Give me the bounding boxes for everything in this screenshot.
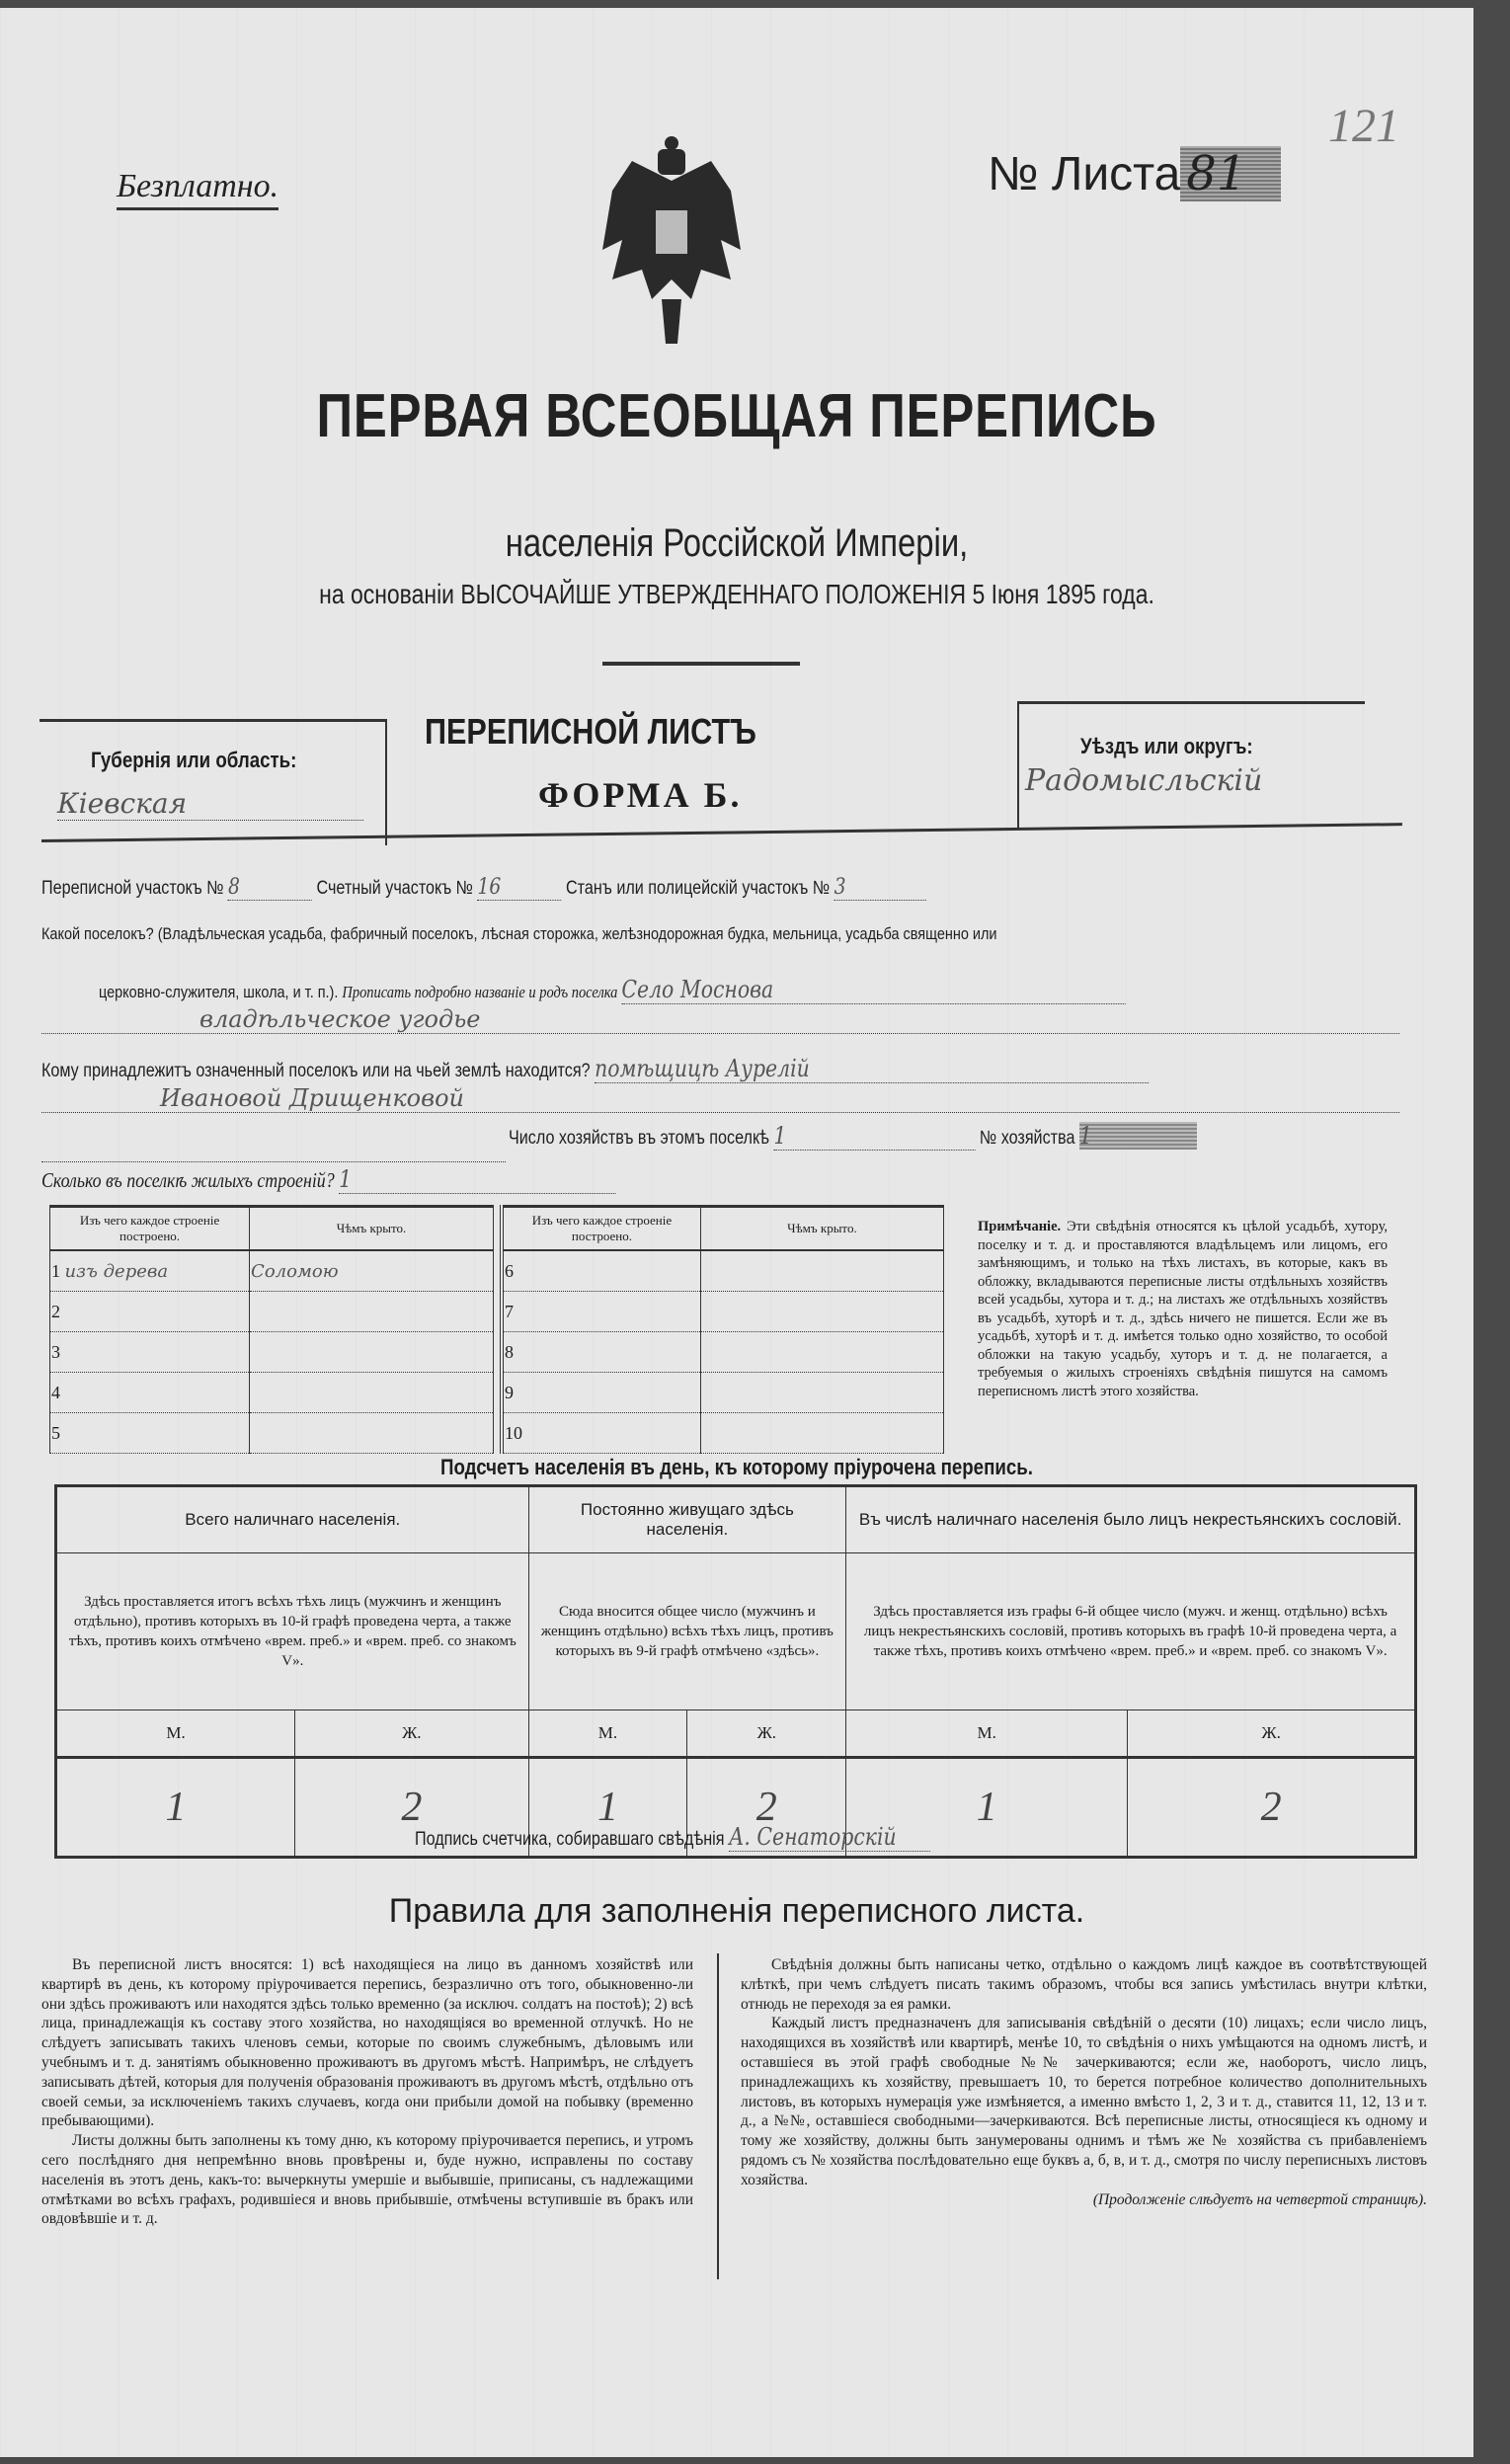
owner-field-cont[interactable]: Ивановой Дрищенковой	[41, 1084, 1399, 1113]
female-label: Ж.	[687, 1710, 846, 1758]
table-row	[502, 1250, 944, 1292]
dotted-line	[41, 1142, 506, 1162]
rules-left-column	[41, 1955, 693, 2229]
table-row	[50, 1250, 494, 1292]
roof-cell[interactable]: Соломою	[250, 1250, 494, 1292]
row-number: 3	[51, 1341, 60, 1362]
form-subtitle: ФОРМА Б.	[538, 775, 743, 815]
roof-cell[interactable]	[700, 1292, 943, 1332]
census-title: ПЕРВАЯ ВСЕОБЩАЯ ПЕРЕПИСЬ	[316, 382, 1157, 450]
double-headed-eagle-icon	[593, 131, 751, 349]
table-row	[502, 1413, 944, 1454]
permanent-male-field[interactable]: 1	[528, 1758, 687, 1858]
owner-field[interactable]: помѣщицѣ Аурелій	[595, 1055, 1149, 1083]
police-district-field[interactable]: 3	[834, 875, 927, 901]
census-subtitle: населенія Россійской Имперіи,	[505, 521, 969, 565]
counting-district-label: Счетный участокъ №	[316, 878, 474, 899]
gubernia-value[interactable]: Кіевская	[57, 787, 363, 821]
column-header-present: Всего наличнаго населенія.	[56, 1486, 529, 1553]
gubernia-label: Губернія или область:	[91, 748, 297, 772]
table-row	[50, 1332, 494, 1373]
column-header-non-peasant: Въ числѣ наличнаго населенія было лицъ некрестьянскихъ сословій.	[846, 1486, 1416, 1553]
female-label: Ж.	[295, 1710, 529, 1758]
sheet-number	[988, 146, 1281, 201]
uezd-value[interactable]: Радомысльскій	[1025, 763, 1263, 798]
sheet-number-value: 81	[1180, 146, 1281, 201]
districts-line	[41, 875, 926, 901]
column-header-material: Изъ чего каждое строеніе построено.	[502, 1207, 700, 1251]
owner-question: Кому принадлежитъ означенный поселокъ или на чьей землѣ находится?	[41, 1061, 591, 1081]
table-row	[502, 1332, 944, 1373]
column-header-roof: Чѣмъ крыто.	[250, 1207, 494, 1251]
settlement-instruction: Прописать подробно названіе и родъ поселка	[342, 983, 618, 1001]
non-peasant-male-field[interactable]: 1	[846, 1758, 1128, 1858]
household-number-field[interactable]: 1	[1079, 1122, 1197, 1150]
census-district-label: Переписной участокъ №	[41, 878, 224, 899]
rules-paragraph: Каждый листъ предназначенъ для записыванія свѣдѣній о десяти (10) лицахъ; если число лицъ, находящихся въ хозяйствѣ или квартирѣ, менѣе 10, то свѣдѣнія о нихъ умѣщаются на одномъ листѣ, и оставшіеся въ этой графѣ свободные №№ зачеркиваются; если же, наоборотъ, число лицъ, принадлежащихъ къ хозяйству, превышаетъ 10, то берется потребное количество дополнительныхъ листовъ, въ которыхъ нумерація уже измѣняется, а именно вмѣсто 1, 2, 3 и т. д., ставится 11, 12, 13 и т. д., а №№, оставшіеся свободными—зачеркиваются. Всѣ переписные листы, относящіеся къ одному и тому же хозяйству, должны быть занумерованы однимъ и тѣмъ же № хозяйства съ прибавленіемъ рядомъ съ № хозяйства послѣдовательно еще буквъ а, б, в, и т. д., смотря по числу переписныхъ листовъ хозяйства.	[741, 2015, 1427, 2188]
non-peasant-female-field[interactable]: 2	[1128, 1758, 1416, 1858]
continued-note: (Продолженіе слѣдуетъ на четвертой страницѣ).	[1092, 2190, 1427, 2208]
rules-right-column	[741, 1955, 1427, 2209]
rules-paragraph: Въ переписной листъ вносятся: 1) всѣ находящіеся на лицо въ данномъ хозяйствѣ или квартирѣ въ день, къ которому пріурочивается перепись, безразлично отъ того, обыкновенно-ли они здѣсь проживаютъ или находятся здѣсь только временно (за исключ. солдатъ на постоѣ); 2) всѣ лица, принадлежащія къ составу этого хозяйства, но находящіяся во временной отлучкѣ. Но не слѣдуетъ записывать такихъ членовъ семьи, которые по своимъ служебнымъ, дѣловымъ или учебнымъ и т. д. занятіямъ обыкновенно проживаютъ въ другомъ мѣстѣ. Напримѣръ, не слѣдуетъ записывать дѣтей, которыя для полученія образованія проживаютъ въ другомъ мѣстѣ, отдѣльно отъ своей семьи, за исключеніемъ такихъ случаевъ, когда они прибыли домой на побывку (временно пребывающими).	[41, 1956, 693, 2130]
row-number: 4	[51, 1382, 60, 1402]
column-description: Здѣсь проставляется итогъ всѣхъ тѣхъ лицъ (мужчинъ и женщинъ отдѣльно), противъ которыхъ въ 10-й графѣ проведена черта, а также тѣхъ, противъ коихъ отмѣчено «врем. преб.» и «врем. преб. со знакомъ V».	[56, 1553, 529, 1710]
gubernia-box	[40, 719, 387, 845]
census-district-field[interactable]: 8	[228, 875, 312, 901]
counting-district-field[interactable]: 16	[477, 875, 561, 901]
present-female-field[interactable]: 2	[295, 1758, 529, 1858]
row-number: 5	[51, 1422, 60, 1443]
row-number: 8	[505, 1341, 514, 1362]
census-legal-basis: на основаніи ВЫСОЧАЙШЕ УТВЕРЖДЕННАГО ПОЛОЖЕНІЯ 5 Іюня 1895 года.	[319, 579, 1154, 609]
signature-line	[415, 1823, 930, 1852]
column-header-roof: Чѣмъ крыто.	[700, 1207, 943, 1251]
column-description: Сюда вносится общее число (мужчинъ и женщинъ отдѣльно) всѣхъ тѣхъ лицъ, противъ которыхъ въ 9-й графѣ отмѣчено «здѣсь».	[528, 1553, 846, 1710]
table-row	[50, 1373, 494, 1413]
uezd-label: Уѣздъ или округъ:	[1080, 734, 1253, 758]
row-number: 6	[505, 1260, 514, 1281]
buildings-table-left	[49, 1205, 494, 1454]
settlement-question-line2	[99, 976, 1125, 1004]
note-text: Эти свѣдѣнія относятся къ цѣлой усадьбѣ, хутору, поселку и т. д. и проставляются владѣльцемъ или лицомъ, его замѣняющимъ, и только на тѣхъ листахъ, въ которые, какъ въ обложку, вкладываются переписные листы отдѣльныхъ хозяйствъ всей усадьбы, хутора и т. д.; на листахъ же отдѣльныхъ хозяйствъ въ усадьбѣ, хуторѣ и т. д., здѣсь ничего не пишется. Если же въ усадьбѣ, хуторѣ и т. д. имѣется только одно хозяйство, то особой обложки на такую усадьбу, хуторъ и т. д. не полагается, а требуемыя о жилыхъ строеніяхъ свѣдѣнія пишутся на самомъ переписномъ листѣ этого хозяйства.	[978, 1219, 1389, 1399]
uezd-box	[1017, 701, 1365, 828]
population-table	[54, 1484, 1417, 1859]
table-row	[50, 1413, 494, 1454]
sheet-number-label: № Листа	[988, 148, 1181, 200]
column-description: Здѣсь проставляется изъ графы 6-й общее число (мужч. и женщ. отдѣльно) всѣхъ лицъ некрестьянскихъ сословій, противъ которыхъ въ графѣ 10-й проведена черта, а также тѣхъ, противъ коихъ отмѣчено «врем. преб.» и «врем. преб. со знакомъ V».	[846, 1553, 1416, 1710]
note	[978, 1218, 1388, 1400]
form-title: ПЕРЕПИСНОЙ ЛИСТЪ	[425, 711, 756, 752]
table-row	[50, 1292, 494, 1332]
row-number: 7	[505, 1301, 514, 1321]
settlement-question: Какой поселокъ? (Владѣльческая усадьба, фабричный поселокъ, лѣсная сторожка, желѣзнодорожная будка, мельница, усадьба священно или	[41, 924, 997, 943]
present-male-field[interactable]: 1	[56, 1758, 295, 1858]
buildings-table-right	[500, 1205, 944, 1454]
roof-cell[interactable]	[700, 1332, 943, 1373]
roof-cell[interactable]	[700, 1373, 943, 1413]
archive-page-number: 121	[1328, 100, 1399, 152]
free-of-charge-label: Безплатно.	[117, 168, 278, 210]
settlement-question-cont: церковно-служителя, школа, и т. п.).	[99, 983, 339, 1001]
row-number: 10	[505, 1422, 522, 1443]
divider	[602, 662, 800, 666]
column-header-permanent: Постоянно живущаго здѣсь населенія.	[528, 1486, 846, 1553]
note-label: Примѣчаніе.	[978, 1219, 1062, 1234]
households-count-label: Число хозяйствъ въ этомъ поселкѣ	[509, 1128, 769, 1149]
households-line	[509, 1122, 1197, 1151]
roof-cell[interactable]	[250, 1292, 494, 1332]
column-divider	[717, 1953, 719, 2279]
row-number: 2	[51, 1301, 60, 1321]
male-label: М.	[528, 1710, 687, 1758]
roof-cell[interactable]	[250, 1332, 494, 1373]
dwellings-line	[41, 1165, 616, 1194]
table-row	[502, 1292, 944, 1332]
male-label: М.	[846, 1710, 1128, 1758]
owner-line	[41, 1055, 1149, 1083]
population-title: Подсчетъ населенія въ день, къ которому пріурочена перепись.	[440, 1455, 1033, 1479]
household-number-label: № хозяйства	[979, 1128, 1075, 1149]
dwellings-field[interactable]: 1	[339, 1165, 616, 1194]
census-form-page	[0, 8, 1473, 2457]
roof-cell[interactable]	[700, 1413, 943, 1454]
police-district-label: Станъ или полицейскій участокъ №	[565, 878, 831, 899]
settlement-type-field[interactable]: владѣльческое угодье	[41, 1005, 1399, 1034]
dwellings-label: Сколько въ поселкѣ жилыхъ строеній?	[41, 1168, 335, 1192]
row-number: 1	[51, 1260, 60, 1281]
rules-paragraph: Свѣдѣнія должны быть написаны четко, отдѣльно о каждомъ лицѣ каждое въ соотвѣтствующей клѣткѣ, при чемъ слѣдуетъ писать такимъ образомъ, чтобы вся запись умѣстилась внутри клѣтки, отнюдь не переходя за ея рамки.	[741, 1956, 1427, 2013]
column-header-material: Изъ чего каждое строеніе построено.	[50, 1207, 250, 1251]
roof-cell[interactable]	[700, 1250, 943, 1292]
material-cell[interactable]: изъ дерева	[64, 1260, 169, 1282]
table-row	[502, 1373, 944, 1413]
row-number: 9	[505, 1382, 514, 1402]
permanent-female-field[interactable]: 2	[687, 1758, 846, 1858]
roof-cell[interactable]	[250, 1373, 494, 1413]
female-label: Ж.	[1128, 1710, 1416, 1758]
signature-field[interactable]: А. Сенаторскій	[729, 1823, 930, 1852]
signature-label: Подпись счетчика, собиравшаго свѣдѣнія	[415, 1829, 725, 1850]
roof-cell[interactable]	[250, 1413, 494, 1454]
male-label: М.	[56, 1710, 295, 1758]
rules-title: Правила для заполненія переписного листа.	[388, 1892, 1085, 1930]
settlement-name-field[interactable]: Село Моснова	[621, 976, 1125, 1004]
households-count-field[interactable]: 1	[773, 1122, 975, 1151]
rules-paragraph: Листы должны быть заполнены къ тому дню, къ которому пріурочивается перепись, и утромъ сего послѣдняго дня непремѣнно вновь провѣрены и, буде нужно, исправлены по составу населенія въ этотъ день, какъ-то: вычеркнуты умершіе и выбывшіе, приписаны, съ надлежащими отмѣтками во всѣхъ графахъ, родившіеся и вновь прибывшіе, отмѣчены вступившіе въ бракъ или овдовѣвшіе и т. д.	[41, 2132, 693, 2228]
